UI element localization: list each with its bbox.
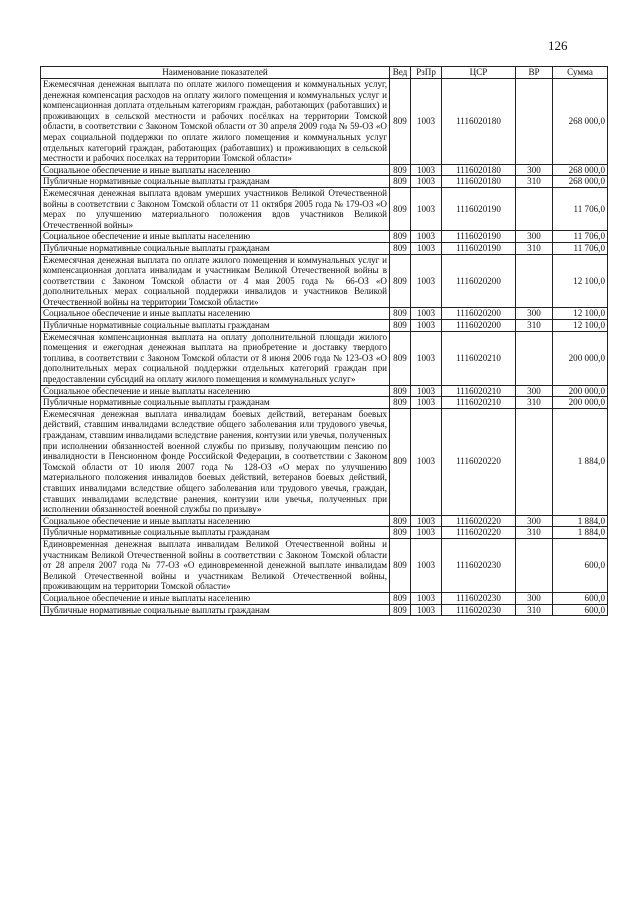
cell-name: Ежемесячная денежная выплата инвалидам боевых действий, ветеранам боевых действий, ставшим инвалидами вследствие общего заболевания или трудового увечья, гражданам, ставшим инвалидами вследствие ранения, контузии или увечья, полученных при исполнении обязанностей военной службы по призыву, получающим пенсию по инвалидности в Пенсионном фонде Российской Федерации, в соответствии с Законом Томской области от 10 июля 2007 года № 128-ОЗ «О мерах по улучшению материального положения инвалидов боевых действий, ветеранов боевых действий, ставших инвалидами вследствие общего заболевания или трудового увечья, граждан, ставших инвалидами вследствие ранения, контузии или увечья, полученных при исполнении обязанностей военной службы по призыву» <box>41 408 390 515</box>
cell-sum: 12 100,0 <box>553 320 608 332</box>
cell-vr: 310 <box>516 176 553 188</box>
cell-name: Публичные нормативные социальные выплаты гражданам <box>41 604 390 616</box>
cell-name: Социальное обеспечение и иные выплаты населению <box>41 592 390 604</box>
cell-rzpr: 1003 <box>411 527 442 539</box>
cell-sum: 200 000,0 <box>553 397 608 409</box>
cell-vr: 300 <box>516 515 553 527</box>
cell-ved: 809 <box>390 331 411 385</box>
cell-rzpr: 1003 <box>411 308 442 320</box>
table-row <box>41 308 608 320</box>
cell-csr: 1116020230 <box>442 538 516 592</box>
cell-csr: 1116020180 <box>442 176 516 188</box>
cell-name: Социальное обеспечение и иные выплаты населению <box>41 164 390 176</box>
cell-csr: 1116020200 <box>442 320 516 332</box>
table-row <box>41 187 608 230</box>
cell-ved: 809 <box>390 515 411 527</box>
cell-ved: 809 <box>390 604 411 616</box>
cell-ved: 809 <box>390 164 411 176</box>
cell-name: Публичные нормативные социальные выплаты гражданам <box>41 320 390 332</box>
cell-name: Публичные нормативные социальные выплаты гражданам <box>41 527 390 539</box>
cell-ved: 809 <box>390 592 411 604</box>
page-number: 126 <box>548 38 568 53</box>
cell-vr: 310 <box>516 242 553 254</box>
cell-name: Публичные нормативные социальные выплаты гражданам <box>41 397 390 409</box>
cell-vr: 300 <box>516 308 553 320</box>
cell-ved: 809 <box>390 176 411 188</box>
cell-csr: 1116020180 <box>442 79 516 165</box>
cell-csr: 1116020200 <box>442 308 516 320</box>
cell-vr <box>516 79 553 165</box>
table-row <box>41 527 608 539</box>
table-row <box>41 254 608 308</box>
cell-csr: 1116020190 <box>442 187 516 230</box>
cell-csr: 1116020190 <box>442 242 516 254</box>
cell-csr: 1116020220 <box>442 527 516 539</box>
cell-vr: 300 <box>516 231 553 243</box>
cell-vr: 300 <box>516 164 553 176</box>
cell-sum: 1 884,0 <box>553 515 608 527</box>
table-row <box>41 320 608 332</box>
cell-rzpr: 1003 <box>411 408 442 515</box>
cell-name: Социальное обеспечение и иные выплаты населению <box>41 515 390 527</box>
table-row <box>41 242 608 254</box>
cell-ved: 809 <box>390 254 411 308</box>
cell-name: Ежемесячная денежная выплата по оплате жилого помещения и коммунальных услуг, денежная компенсация расходов на оплату жилого помещения и коммунальных услуг и компенсационная доплата отдельным категориям граждан, работающих (работавших) и проживающих в сельской местности и рабочих посёлках на территории Томской области, в соответствии с Законом Томской области от 30 апреля 2009 года № 59-ОЗ «О мерах социальной поддержки по оплате жилого помещения и коммунальных услуг отдельных категорий граждан, работающих (работавших) и проживающих в сельской местности и рабочих поселках на территории Томской области» <box>41 79 390 165</box>
cell-csr: 1116020180 <box>442 164 516 176</box>
cell-rzpr: 1003 <box>411 538 442 592</box>
cell-ved: 809 <box>390 187 411 230</box>
cell-ved: 809 <box>390 397 411 409</box>
cell-vr: 310 <box>516 320 553 332</box>
header-ved: Вед <box>390 67 411 79</box>
table-row <box>41 385 608 397</box>
cell-ved: 809 <box>390 527 411 539</box>
cell-csr: 1116020200 <box>442 254 516 308</box>
cell-ved: 809 <box>390 308 411 320</box>
table-row <box>41 538 608 592</box>
cell-sum: 268 000,0 <box>553 176 608 188</box>
table-row <box>41 176 608 188</box>
cell-sum: 268 000,0 <box>553 164 608 176</box>
cell-sum: 200 000,0 <box>553 385 608 397</box>
cell-rzpr: 1003 <box>411 164 442 176</box>
cell-csr: 1116020230 <box>442 592 516 604</box>
cell-rzpr: 1003 <box>411 515 442 527</box>
cell-vr <box>516 331 553 385</box>
cell-vr <box>516 408 553 515</box>
header-name: Наименование показателей <box>41 67 390 79</box>
table-row <box>41 331 608 385</box>
cell-rzpr: 1003 <box>411 176 442 188</box>
cell-name: Публичные нормативные социальные выплаты гражданам <box>41 176 390 188</box>
cell-csr: 1116020210 <box>442 397 516 409</box>
header-csr: ЦСР <box>442 67 516 79</box>
cell-name: Единовременная денежная выплата инвалидам Великой Отечественной войны и участникам Великой Отечественной войны в соответствии с Законом Томской области от 28 апреля 2007 года № 77-ОЗ «О единовременной денежной выплате инвалидам Великой Отечественной войны и участникам Великой Отечественной войны, проживающим на территории Томской области» <box>41 538 390 592</box>
table-header-row <box>41 67 608 79</box>
cell-rzpr: 1003 <box>411 331 442 385</box>
table-row <box>41 592 608 604</box>
cell-name: Ежемесячная денежная выплата вдовам умерших участников Великой Отечественной войны в соответствии с Законом Томской области от 11 октября 2005 года № 179-ОЗ «О мерах по улучшению материального положения вдов участников Великой Отечественной войны» <box>41 187 390 230</box>
cell-rzpr: 1003 <box>411 592 442 604</box>
cell-rzpr: 1003 <box>411 397 442 409</box>
cell-rzpr: 1003 <box>411 242 442 254</box>
table-row <box>41 408 608 515</box>
table-row <box>41 79 608 165</box>
header-sum: Сумма <box>553 67 608 79</box>
cell-sum: 11 706,0 <box>553 187 608 230</box>
cell-sum: 600,0 <box>553 604 608 616</box>
cell-name: Социальное обеспечение и иные выплаты населению <box>41 308 390 320</box>
cell-vr <box>516 538 553 592</box>
header-vr: ВР <box>516 67 553 79</box>
cell-csr: 1116020190 <box>442 231 516 243</box>
cell-sum: 200 000,0 <box>553 331 608 385</box>
budget-table <box>40 66 608 616</box>
cell-rzpr: 1003 <box>411 254 442 308</box>
table-row <box>41 164 608 176</box>
cell-vr: 310 <box>516 527 553 539</box>
cell-vr: 300 <box>516 592 553 604</box>
cell-name: Ежемесячная денежная выплата по оплате жилого помещения и коммунальных услуг и компенсационная доплата инвалидам и участникам Великой Отечественной войны в соответствии с Законом Томской области от 4 мая 2005 года № 66-ОЗ «О дополнительных мерах социальной поддержки инвалидов и участников Великой Отечественной войны на территории Томской области» <box>41 254 390 308</box>
cell-ved: 809 <box>390 320 411 332</box>
cell-ved: 809 <box>390 385 411 397</box>
table-row <box>41 231 608 243</box>
cell-sum: 600,0 <box>553 538 608 592</box>
cell-sum: 12 100,0 <box>553 308 608 320</box>
cell-ved: 809 <box>390 408 411 515</box>
cell-ved: 809 <box>390 538 411 592</box>
cell-vr <box>516 254 553 308</box>
cell-rzpr: 1003 <box>411 385 442 397</box>
header-rzpr: РзПр <box>411 67 442 79</box>
cell-name: Социальное обеспечение и иные выплаты населению <box>41 231 390 243</box>
cell-rzpr: 1003 <box>411 231 442 243</box>
cell-csr: 1116020220 <box>442 515 516 527</box>
cell-sum: 1 884,0 <box>553 408 608 515</box>
table-row <box>41 515 608 527</box>
cell-csr: 1116020230 <box>442 604 516 616</box>
cell-rzpr: 1003 <box>411 187 442 230</box>
cell-vr: 310 <box>516 604 553 616</box>
cell-name: Социальное обеспечение и иные выплаты населению <box>41 385 390 397</box>
cell-name: Публичные нормативные социальные выплаты гражданам <box>41 242 390 254</box>
table-row <box>41 397 608 409</box>
cell-csr: 1116020220 <box>442 408 516 515</box>
cell-name: Ежемесячная компенсационная выплата на оплату дополнительной площади жилого помещения и ежегодная денежная выплата на приобретение и доставку твердого топлива, в соответствии с Законом Томской области от 8 июня 2006 года № 123-ОЗ «О дополнительных мерах социальной поддержки отдельных категорий граждан при предоставлении субсидий на оплату жилого помещения и коммунальных услуг» <box>41 331 390 385</box>
cell-ved: 809 <box>390 231 411 243</box>
cell-vr: 300 <box>516 385 553 397</box>
cell-sum: 268 000,0 <box>553 79 608 165</box>
cell-csr: 1116020210 <box>442 331 516 385</box>
cell-rzpr: 1003 <box>411 320 442 332</box>
cell-ved: 809 <box>390 79 411 165</box>
cell-sum: 600,0 <box>553 592 608 604</box>
cell-sum: 1 884,0 <box>553 527 608 539</box>
table-row <box>41 604 608 616</box>
cell-vr <box>516 187 553 230</box>
cell-rzpr: 1003 <box>411 79 442 165</box>
cell-csr: 1116020210 <box>442 385 516 397</box>
cell-ved: 809 <box>390 242 411 254</box>
cell-rzpr: 1003 <box>411 604 442 616</box>
cell-sum: 11 706,0 <box>553 231 608 243</box>
cell-sum: 11 706,0 <box>553 242 608 254</box>
cell-vr: 310 <box>516 397 553 409</box>
cell-sum: 12 100,0 <box>553 254 608 308</box>
